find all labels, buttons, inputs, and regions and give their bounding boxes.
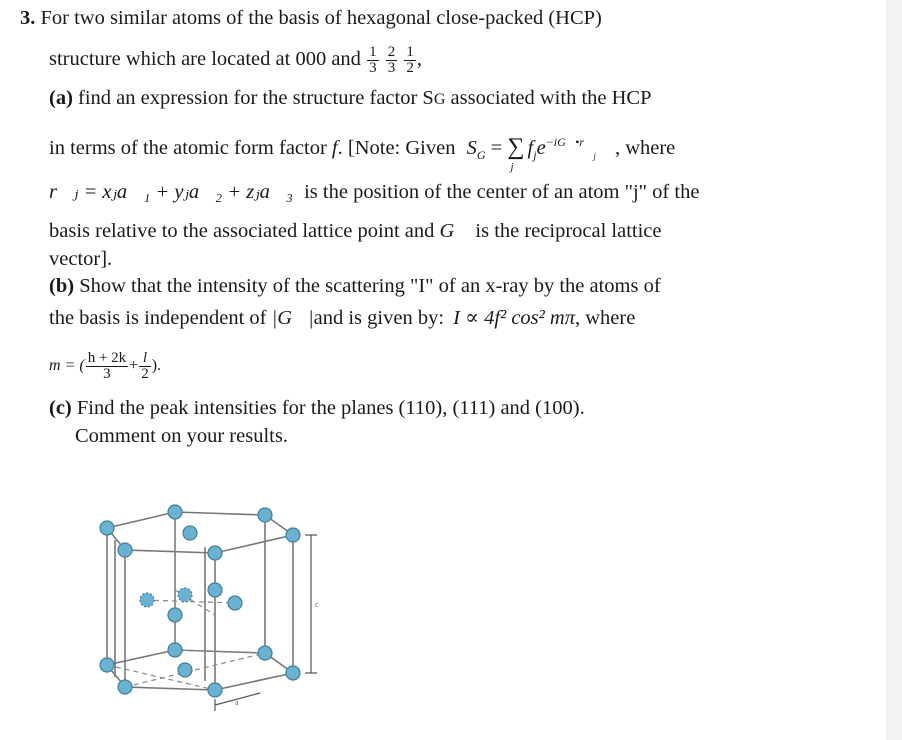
atom (228, 596, 242, 610)
intensity-formula: I ∝ 4f² cos² mπ (453, 307, 575, 329)
part-b-label: (b) (49, 275, 75, 297)
hidden-atom-group (140, 588, 192, 607)
question-intro: For two similar atoms of the basis of hexagonal close-packed (HCP) (40, 7, 602, 29)
atom (100, 658, 114, 672)
rj-formula: r⃗ⱼ = xⱼa⃗₁ + yⱼa⃗₂ + zⱼa⃗₃ (49, 181, 293, 203)
right-margin-bar (886, 0, 902, 740)
atom (100, 521, 114, 535)
part-c-line-2: Comment on your results. (75, 425, 288, 447)
atom (168, 608, 182, 622)
atom (168, 505, 182, 519)
label-a: a (235, 698, 239, 707)
part-a-line-1: (a) find an expression for the structure factor SG associated with the HCP (49, 87, 652, 109)
atom-group (100, 505, 300, 697)
atom (208, 583, 222, 597)
pos-frac-2: $\frac{2}{3}$ (387, 43, 396, 76)
hcp-structure-figure (85, 495, 335, 740)
label-c: c (315, 600, 319, 609)
structure-factor-formula: $S_G = \sum_jf_je^{-iG⃗•r⃗}_j$ (466, 133, 596, 173)
m-frac-1: $\frac{h + 2k}{3}$ (87, 349, 127, 382)
pos-frac-1: $\frac{1}{3}$ (369, 43, 377, 76)
m-definition: m = ( $\frac{h + 2k}{3}$ + $\frac{l}{2}$ ). (49, 349, 162, 382)
atom (208, 683, 222, 697)
part-b-line-1: (b) Show that the intensity of the scattering "I" of an x-ray by the atoms of (49, 275, 661, 297)
vector-line: vector]. (49, 248, 113, 270)
atom (208, 546, 222, 560)
question-line-1 (20, 6, 602, 30)
atom (168, 643, 182, 657)
part-c-line-1: (c) Find the peak intensities for the planes (110), (111) and (100). (49, 397, 585, 419)
question-number: 3. (20, 7, 36, 29)
atom (183, 526, 197, 540)
pos-frac-3: $\frac{1}{2}$ (406, 43, 414, 76)
atom (118, 543, 132, 557)
atom (286, 666, 300, 680)
part-b-line-2: the basis is independent of |G⃗|and is given by: I ∝ 4f² cos² mπ, where (49, 307, 636, 329)
m-frac-2: $\frac{l}{2}$ (141, 349, 149, 382)
question-line-2: structure which are located at 000 and $\frac{1}{3}$ $\frac{2}{3}$ $\frac{1}{2}$ , (49, 43, 422, 76)
part-a-label: (a) (49, 87, 73, 109)
rj-line: r⃗ⱼ = xⱼa⃗₁ + yⱼa⃗₂ + zⱼa⃗₃ is the position of the center of an atom "j" of the (49, 181, 700, 203)
atom (178, 588, 192, 602)
atom (140, 593, 154, 607)
part-a-line-2: in terms of the atomic form factor f. [Note: Given $S_G = \sum_jf_je^{-iG⃗•r⃗}_j$ , where (49, 133, 676, 173)
atom (286, 528, 300, 542)
atom (118, 680, 132, 694)
atom (178, 663, 192, 677)
basis-line: basis relative to the associated lattice point and G⃗ is the reciprocal lattice (49, 220, 662, 242)
part-c-label: (c) (49, 397, 72, 419)
atom (258, 508, 272, 522)
atom (258, 646, 272, 660)
